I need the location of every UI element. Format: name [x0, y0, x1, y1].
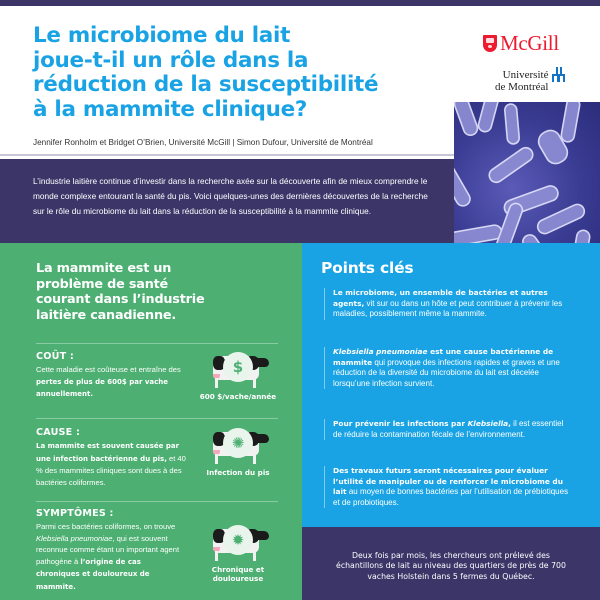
key-point-bold: Le microbiome, un ensemble de bactéries et autres agents,	[333, 288, 548, 308]
cause-icon-label: Infection du pis	[206, 468, 270, 477]
title-line: réduction de la susceptibilité	[33, 72, 379, 97]
cow-icon	[207, 523, 269, 563]
cause-heading: CAUSE :	[36, 427, 81, 438]
key-point-bold: est une cause bactérienne de mammite	[333, 347, 554, 367]
section-divider	[36, 343, 278, 344]
key-point-item	[324, 466, 574, 508]
key-point-bold: Des travaux futurs seront nécessaires pour évaluer l’utilité de manipuler ou de renforcer le microbiome du lait	[333, 466, 563, 497]
key-point-text: au moyen de bonnes bactéries par l’utilisation de prébiotiques et de probiotiques.	[333, 487, 569, 507]
dollar-icon: $	[223, 352, 253, 382]
cost-icon-label: 600 $/vache/année	[199, 392, 277, 401]
cause-icon-group	[198, 426, 278, 477]
cow-icon	[207, 350, 269, 390]
cost-body-bold: pertes de plus de 600$ par vache annuellement.	[36, 377, 169, 398]
symptoms-body-bold: l’origine de cas chroniques et douloureux de mammite.	[36, 557, 150, 591]
udem-wordmark	[495, 70, 548, 93]
panel-title-line: problème de santé	[36, 276, 169, 292]
cow-icon	[207, 426, 269, 466]
top-strip	[0, 0, 600, 6]
cause-body	[36, 440, 186, 488]
header-divider	[0, 154, 454, 156]
panel-title-line: La mammite est un	[36, 261, 172, 276]
mastitis-facts-panel	[0, 243, 302, 600]
pain-icon: ✹	[223, 525, 253, 555]
title-line: à la mammite clinique?	[33, 96, 308, 122]
key-point-bold: ,	[508, 419, 511, 428]
panel-title-line: courant dans l’industrie	[36, 292, 205, 308]
cost-body-plain: Cette maladie est coûteuse et entraîne des	[36, 365, 181, 374]
key-point-text: il est essentiel de réduire la contamination fécale de l’environnement.	[333, 419, 564, 439]
key-point-item	[324, 347, 574, 389]
cost-icon-group	[198, 350, 278, 401]
cause-body-bold: La mammite est souvent causée par une infection bactérienne du pis,	[36, 442, 180, 463]
intro-text: L’industrie laitière continue d’investir dans la recherche axée sur la découverte afin de mieux comprendre le monde complexe entourant la santé du pis. Voici quelques-unes des dernières découvertes de la recherche sur le rôle du microbiome du lait dans la réduction de la susceptibilité à la mammite clinique.	[33, 176, 428, 216]
udem-line-2: de Montréal	[495, 80, 549, 93]
mcgill-logo	[483, 31, 559, 56]
key-point-italic: Klebsiella	[467, 419, 509, 428]
symptoms-heading: SYMPTÔMES :	[36, 508, 114, 519]
section-divider	[36, 418, 278, 419]
study-info-box	[302, 527, 600, 600]
intro-band	[0, 159, 454, 243]
key-point-italic: Klebsiella pneumoniae	[333, 347, 428, 356]
key-point-item	[324, 419, 574, 440]
symptoms-body-italic: Klebsiella pneumoniae	[36, 533, 113, 543]
cost-body	[36, 364, 186, 401]
key-points-panel	[302, 243, 600, 527]
symptoms-icon-label: Chronique et douloureuse	[211, 565, 265, 583]
page-title	[33, 24, 433, 122]
mcgill-shield-icon	[483, 35, 497, 52]
udem-emblem-icon	[551, 67, 566, 82]
mcgill-wordmark: McGill	[500, 31, 559, 55]
study-info-text: Deux fois par mois, les chercheurs ont prélevé des échantillons de lait au niveau des quartiers de près de 700 vaches Holstein dans 5 fermes du Québec.	[336, 550, 566, 581]
udem-line-1: Université	[502, 69, 549, 81]
key-point-text: qui provoque des infections rapides et graves et une réduction de la diversité du microbiome du lait est décelée lorsqu’une infection survient.	[333, 357, 560, 388]
panel-title-line: laitière canadienne.	[36, 307, 176, 323]
symptoms-icon-group	[198, 523, 278, 583]
key-points-title: Points clés	[321, 259, 414, 277]
mastitis-panel-title	[36, 261, 266, 323]
section-divider	[36, 501, 278, 502]
authors-line: Jennifer Ronholm et Bridget O’Brien, Université McGill | Simon Dufour, Université de Montréal	[33, 138, 373, 147]
symptoms-body-plain: Parmi ces bactéries coliformes, on trouve	[36, 522, 176, 531]
symptoms-body	[36, 521, 186, 593]
title-line: Le microbiome du lait	[33, 23, 291, 48]
bacteria-icon: ✺	[223, 428, 253, 458]
cause-body-plain: et 40 % des mammites cliniques sont dues à des bactéries coliformes.	[36, 453, 186, 487]
title-line: joue-t-il un rôle dans la	[33, 47, 309, 73]
key-point-bold: Pour prévenir les infections par	[333, 419, 468, 428]
cost-heading: COÛT :	[36, 351, 74, 362]
udem-logo	[495, 70, 566, 93]
key-point-text: vit sur ou dans un hôte et peut contribuer à prévenir les maladies, possiblement même la mammite.	[333, 298, 563, 319]
symptoms-body-plain-2: , qui est souvent reconnue comme étant un important agent pathogène à	[36, 533, 180, 566]
key-point-item	[324, 288, 574, 320]
